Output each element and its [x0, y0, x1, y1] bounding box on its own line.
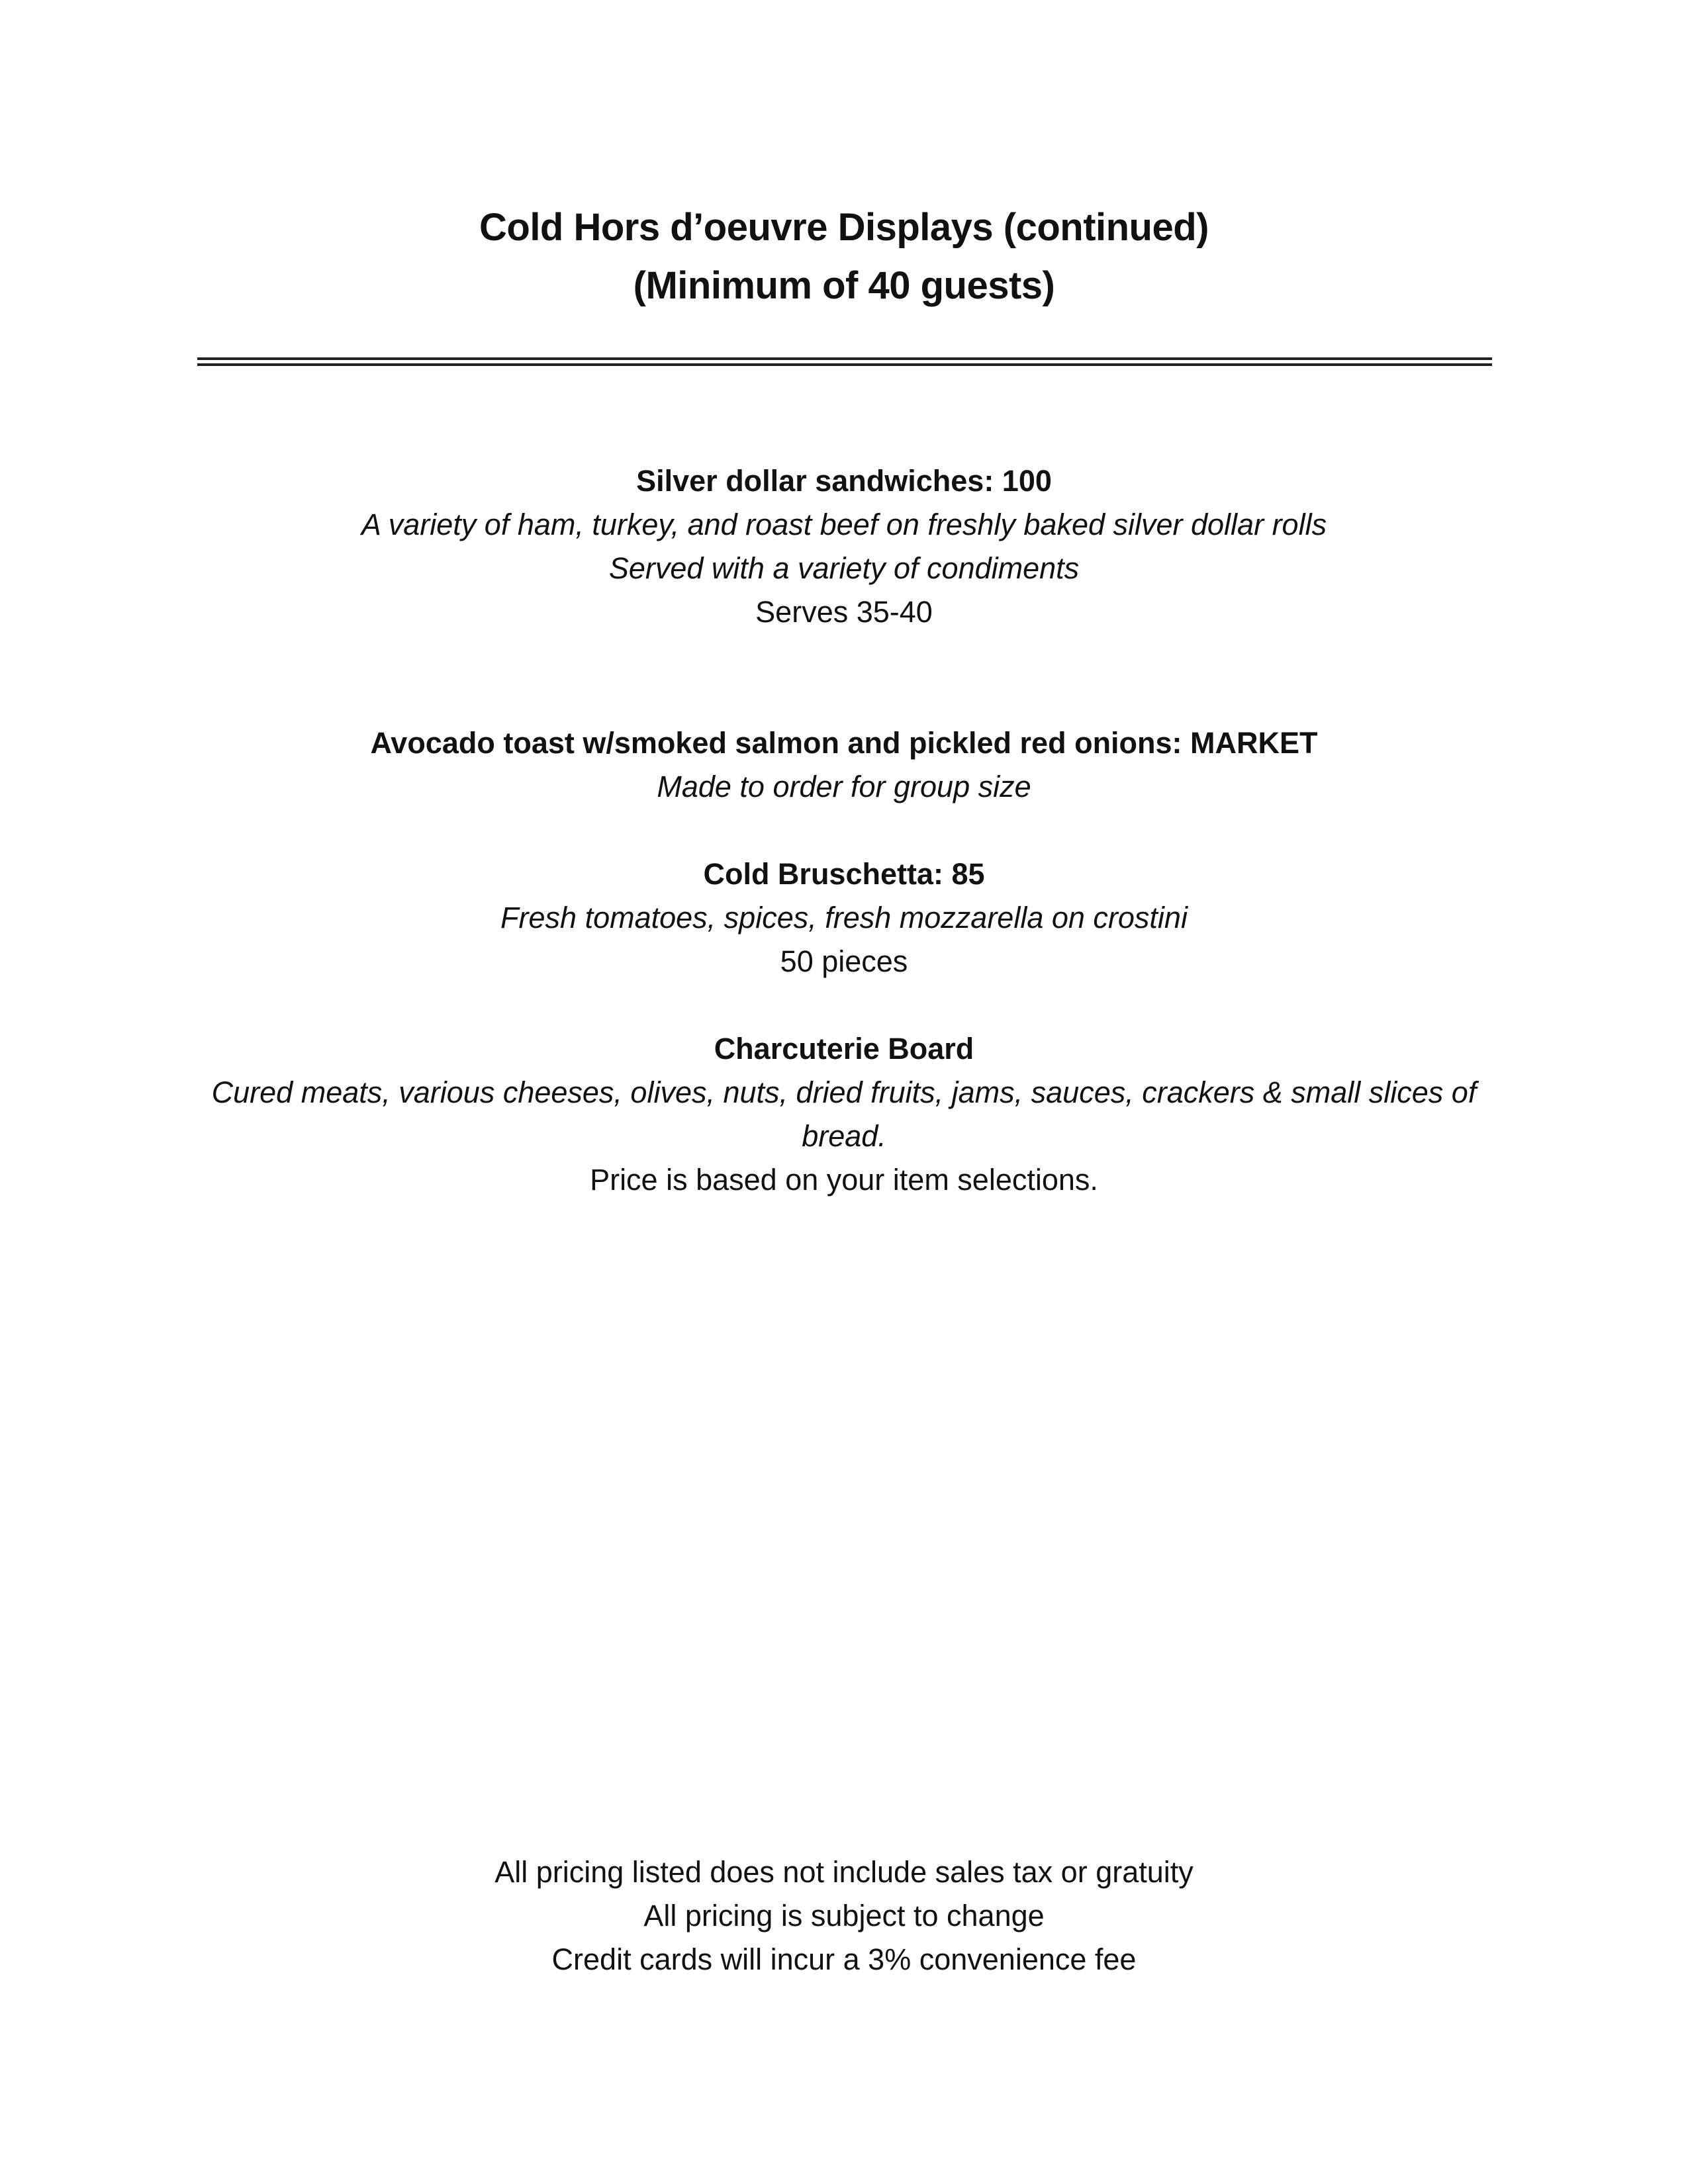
menu-item-charcuterie-board	[199, 1027, 1489, 1202]
menu-item-silver-dollar-sandwiches	[199, 459, 1489, 634]
menu-item-serving: 50 pieces	[780, 944, 908, 978]
menu-item-description: Made to order for group size	[657, 770, 1031, 803]
page-subtitle: (Minimum of 40 guests)	[633, 264, 1055, 307]
menu-item-name: Cold Bruschetta: 85	[703, 857, 985, 891]
header-divider-top	[197, 357, 1492, 360]
menu-item-name: Avocado toast w/smoked salmon and pickled red onions: MARKET	[370, 726, 1318, 760]
menu-item-cold-bruschetta	[199, 852, 1489, 983]
menu-item-description: Cured meats, various cheeses, olives, nuts, dried fruits, jams, sauces, crackers & small slices of bread.	[211, 1075, 1477, 1153]
menu-item-name: Silver dollar sandwiches: 100	[636, 464, 1052, 498]
footer-note: Credit cards will incur a 3% convenience fee	[551, 1942, 1137, 1976]
page-header	[0, 199, 1688, 315]
menu-item-description: A variety of ham, turkey, and roast beef on freshly baked silver dollar rolls	[361, 508, 1327, 541]
menu-item-pricing-note: Price is based on your item selections.	[590, 1163, 1098, 1197]
pricing-footer	[199, 1850, 1489, 1981]
menu-item-description: Served with a variety of condiments	[608, 551, 1080, 585]
menu-item-serving: Serves 35-40	[755, 595, 933, 629]
menu-item-avocado-toast	[199, 721, 1489, 809]
footer-note: All pricing is subject to change	[643, 1899, 1045, 1933]
footer-note: All pricing listed does not include sales tax or gratuity	[494, 1855, 1194, 1889]
menu-item-name: Charcuterie Board	[714, 1032, 974, 1066]
menu-item-description: Fresh tomatoes, spices, fresh mozzarella on crostini	[500, 901, 1188, 934]
page-title: Cold Hors d’oeuvre Displays (continued)	[479, 206, 1209, 249]
header-divider-bottom	[197, 363, 1492, 366]
